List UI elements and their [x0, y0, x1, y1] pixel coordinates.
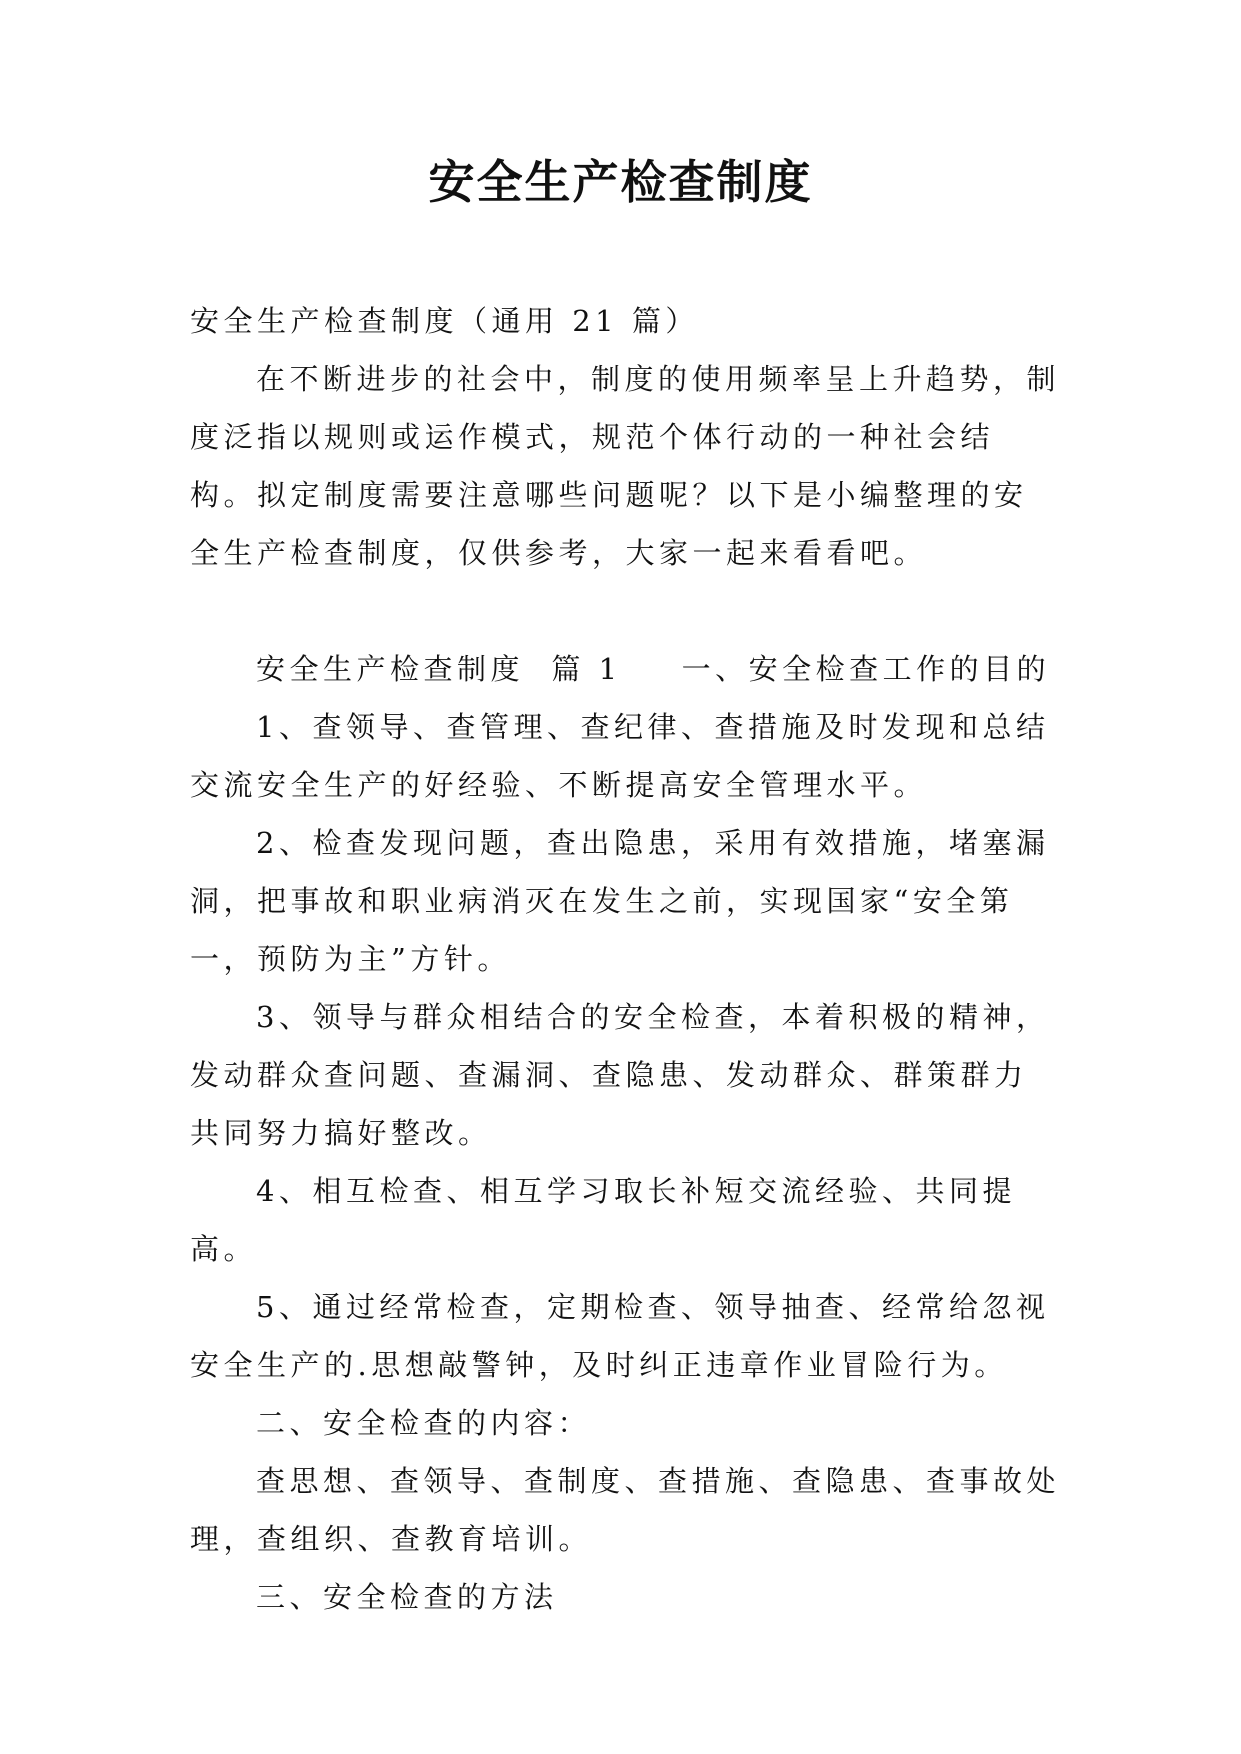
- method-heading: 三、安全检查的方法: [256, 1580, 558, 1614]
- document-title: 安全生产检查制度: [428, 155, 813, 209]
- purpose-item: 5、通过经常检查，定期检查、领导抽查、经常给忽视安全生产的.思想敲警钟，及时纠正违章作业冒险行为。: [190, 1290, 1050, 1382]
- section-heading: 一、安全检查工作的目的: [681, 652, 1051, 686]
- section-label: 安全生产检查制度 篇 1: [256, 652, 622, 686]
- content-heading: 二、安全检查的内容：: [256, 1406, 592, 1440]
- purpose-item: 1、查领导、查管理、查纪律、查措施及时发现和总结交流安全生产的好经验、不断提高安全管理水平。: [190, 710, 1050, 802]
- intro-paragraph: 在不断进步的社会中，制度的使用频率呈上升趋势，制度泛指以规则或运作模式，规范个体行动的一种社会结构。拟定制度需要注意哪些问题呢？以下是小编整理的安全生产检查制度，仅供参考，大家一起来看看吧。: [190, 362, 1061, 570]
- section-header-line: [190, 640, 1060, 698]
- document-body: [190, 292, 1060, 1626]
- content-paragraph: 查思想、查领导、查制度、查措施、查隐患、查事故处理，查组织、查教育培训。: [190, 1464, 1061, 1556]
- purpose-item: 3、领导与群众相结合的安全检查，本着积极的精神，发动群众查问题、查漏洞、查隐患、发动群众、群策群力共同努力搞好整改。: [190, 1000, 1050, 1150]
- document-subtitle: 安全生产检查制度（通用 21 篇）: [190, 304, 699, 338]
- purpose-item: 4、相互检查、相互学习取长补短交流经验、共同提高。: [190, 1174, 1016, 1266]
- purpose-item: 2、检查发现问题，查出隐患，采用有效措施，堵塞漏洞，把事故和职业病消灭在发生之前，实现国家“安全第一，预防为主”方针。: [190, 826, 1050, 976]
